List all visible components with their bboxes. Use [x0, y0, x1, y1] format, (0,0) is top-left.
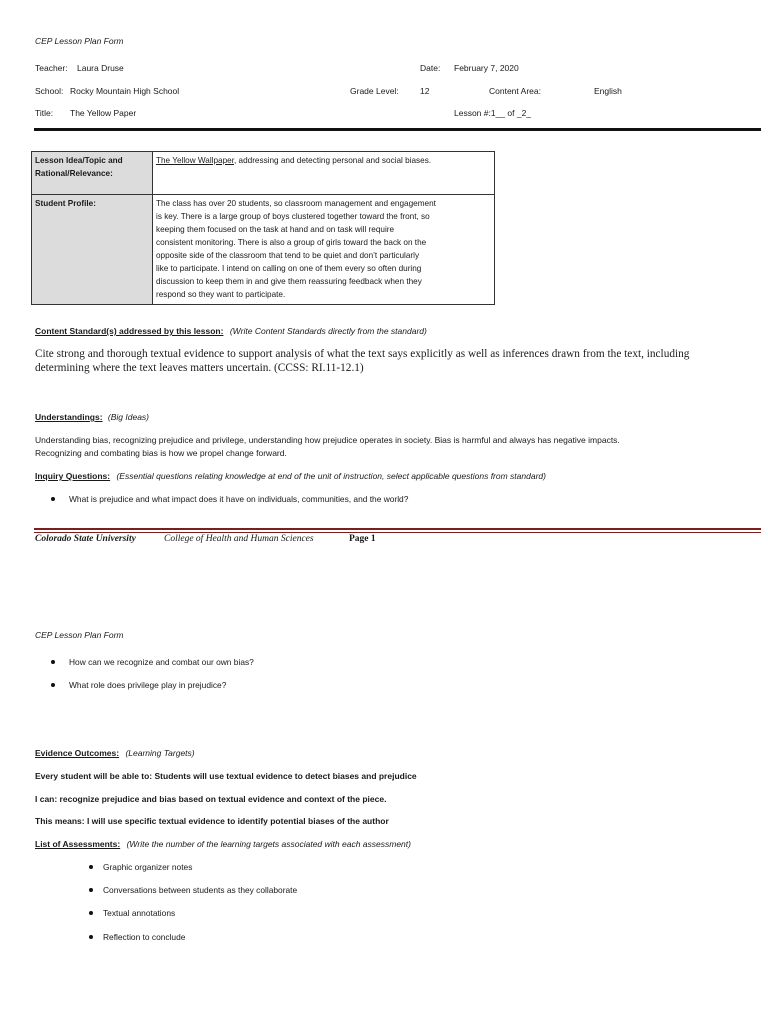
school-label: School: — [35, 86, 64, 96]
footer-page-number: Page 1 — [349, 534, 376, 544]
bullet-icon — [89, 935, 93, 939]
content-area-label: Content Area: — [489, 86, 541, 96]
title-label: Title: — [35, 108, 54, 118]
bullet-icon — [89, 865, 93, 869]
footer-rule-bottom — [34, 532, 761, 533]
understandings-heading: Understandings: — [35, 412, 103, 422]
footer-university: Colorado State University — [35, 534, 136, 544]
form-title: CEP Lesson Plan Form — [35, 36, 124, 46]
evidence-note: (Learning Targets) — [125, 748, 195, 758]
lesson-idea-value: The Yellow Wallpaper, addressing and detecting personal and social biases. — [153, 152, 495, 195]
form-title-page-2: CEP Lesson Plan Form — [35, 630, 124, 640]
understandings-note: (Big Ideas) — [107, 412, 150, 422]
inquiry-question-3: What role does privilege play in prejudice? — [51, 680, 226, 690]
understandings-heading-row — [35, 412, 149, 422]
content-standard-note: (Write Content Standards directly from the standard) — [229, 326, 427, 336]
assessments-heading: List of Assessments: — [35, 839, 121, 849]
assessment-item: Graphic organizer notes — [89, 862, 192, 872]
assessment-item: Conversations between students as they collaborate — [89, 885, 297, 895]
assessment-item: Reflection to conclude — [89, 932, 185, 942]
understandings-line-2: Recognizing and combating bias is how we propel change forward. — [35, 448, 287, 458]
inquiry-heading: Inquiry Questions: — [35, 471, 111, 481]
evidence-heading: Evidence Outcomes: — [35, 748, 120, 758]
title-value: The Yellow Paper — [70, 108, 137, 118]
assessments-heading-row — [35, 839, 411, 849]
teacher-label: Teacher: — [35, 63, 68, 73]
teacher-value: Laura Druse — [77, 63, 124, 73]
evidence-line-1: Every student will be able to: Students will use textual evidence to detect biases and prejudice — [35, 771, 417, 781]
date-label: Date: — [420, 63, 441, 73]
assessments-note: (Write the number of the learning targets associated with each assessment) — [126, 839, 411, 849]
lesson-info-table — [31, 151, 495, 305]
assessment-item: Textual annotations — [89, 908, 175, 918]
bullet-icon — [89, 911, 93, 915]
footer-college: College of Health and Human Sciences — [164, 534, 314, 544]
bullet-icon — [51, 683, 55, 687]
bullet-icon — [51, 660, 55, 664]
footer-rule-top — [34, 528, 761, 530]
school-value: Rocky Mountain High School — [70, 86, 180, 96]
inquiry-question-2: How can we recognize and combat our own bias? — [51, 657, 254, 667]
content-standard-heading-row — [35, 326, 427, 336]
inquiry-question-1: What is prejudice and what impact does it have on individuals, communities, and the world? — [51, 494, 408, 504]
understandings-line-1: Understanding bias, recognizing prejudice and privilege, understanding how prejudice operates in society. Bias is harmful and always has negative impacts. — [35, 435, 620, 445]
inquiry-heading-row — [35, 471, 546, 481]
bullet-icon — [51, 497, 55, 501]
student-profile-label: Student Profile: — [32, 195, 153, 305]
inquiry-note: (Essential questions relating knowledge at end of the unit of instruction, select applicable questions from standard) — [116, 471, 546, 481]
header-divider — [34, 128, 761, 131]
content-area-value: English — [594, 86, 622, 96]
grade-value: 12 — [420, 86, 430, 96]
evidence-line-3: This means: I will use specific textual evidence to identify potential biases of the author — [35, 816, 389, 826]
date-value: February 7, 2020 — [454, 63, 519, 73]
evidence-line-2: I can: recognize prejudice and bias based on textual evidence and context of the piece. — [35, 794, 387, 804]
story-title: The Yellow Wallpaper — [156, 156, 234, 165]
lesson-number: Lesson #:1__ of _2_ — [454, 108, 532, 118]
bullet-icon — [89, 888, 93, 892]
content-standard-text: Cite strong and thorough textual evidence to support analysis of what the text says explicitly as well as inferences drawn from the text, including determining where the text leaves matters uncertain. (CCSS: RI.11-12.1) — [35, 348, 690, 374]
lesson-idea-label: Lesson Idea/Topic and Rational/Relevance: — [32, 152, 153, 195]
evidence-heading-row — [35, 748, 195, 758]
student-profile-value: The class has over 20 students, so classroom management and engagement is key. There is a large group of boys clustered together toward the front, so keeping them focused on the task at hand and on task will require consistent monitoring. There is also a group of girls toward the back on the opposite side of the classroom that tend to be quiet and don’t particularly like to participate. I intend on calling on one of them every so often during discussion to keep them in and give them reassuring feedback when they respond so they want to participate. — [153, 195, 495, 305]
content-standard-heading: Content Standard(s) addressed by this lesson: — [35, 326, 224, 336]
grade-label: Grade Level: — [350, 86, 399, 96]
